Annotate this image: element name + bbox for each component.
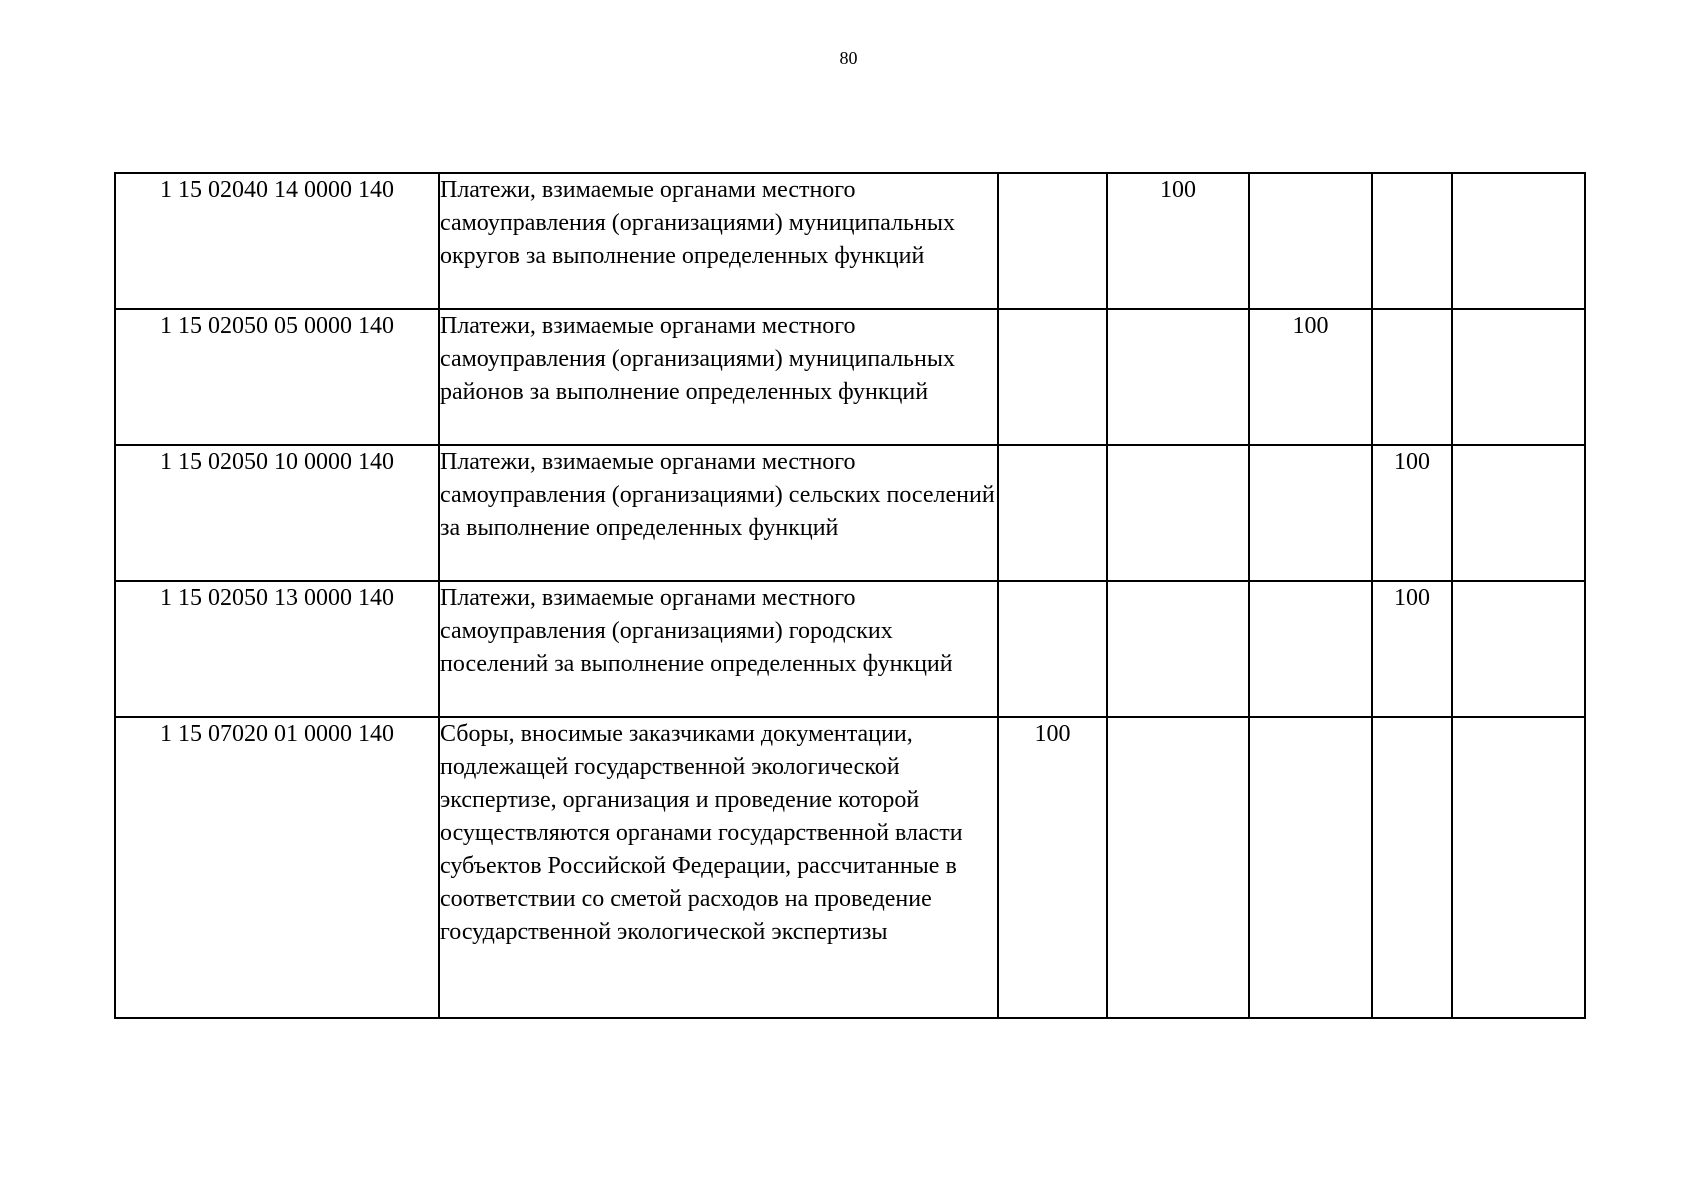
value-cell: [998, 581, 1107, 717]
value-cell: [1372, 309, 1452, 445]
revenue-distribution-table: [114, 172, 1586, 1019]
description-cell: Платежи, взимаемые органами местного самоуправления (организациями) городских поселений за выполнение определенных функций: [439, 581, 998, 717]
value-cell: [998, 445, 1107, 581]
description-cell: Платежи, взимаемые органами местного самоуправления (организациями) муниципальных районов за выполнение определенных функций: [439, 309, 998, 445]
value-cell: [1107, 717, 1249, 1018]
value-cell: [1249, 445, 1372, 581]
table-row: [115, 717, 1585, 1018]
value-cell: [998, 173, 1107, 309]
value-cell: [1249, 173, 1372, 309]
description-cell: Сборы, вносимые заказчиками документации, подлежащей государственной экологической экспертизе, организация и проведение которой осуществляются органами государственной власти субъектов Российской Федерации, рассчитанные в соответствии со сметой расходов на проведение государственной экологической экспертизы: [439, 717, 998, 1018]
value-cell: [1452, 717, 1585, 1018]
value-cell: [998, 309, 1107, 445]
value-cell: [1372, 717, 1452, 1018]
table-row: [115, 445, 1585, 581]
value-cell: [1107, 445, 1249, 581]
value-cell: [1372, 173, 1452, 309]
value-cell: [1452, 581, 1585, 717]
value-cell: [1249, 717, 1372, 1018]
description-cell: Платежи, взимаемые органами местного самоуправления (организациями) муниципальных округов за выполнение определенных функций: [439, 173, 998, 309]
table-row: [115, 309, 1585, 445]
description-cell: Платежи, взимаемые органами местного самоуправления (организациями) сельских поселений за выполнение определенных функций: [439, 445, 998, 581]
budget-code-cell: 1 15 07020 01 0000 140: [115, 717, 439, 1018]
budget-code-cell: 1 15 02050 05 0000 140: [115, 309, 439, 445]
value-cell: 100: [1372, 581, 1452, 717]
value-cell: 100: [1107, 173, 1249, 309]
value-cell: 100: [1249, 309, 1372, 445]
value-cell: [1452, 309, 1585, 445]
budget-code-cell: 1 15 02050 10 0000 140: [115, 445, 439, 581]
value-cell: [1107, 309, 1249, 445]
table-row: [115, 581, 1585, 717]
budget-code-cell: 1 15 02050 13 0000 140: [115, 581, 439, 717]
value-cell: [1452, 173, 1585, 309]
value-cell: [1452, 445, 1585, 581]
budget-code-cell: 1 15 02040 14 0000 140: [115, 173, 439, 309]
value-cell: 100: [998, 717, 1107, 1018]
value-cell: [1249, 581, 1372, 717]
value-cell: [1107, 581, 1249, 717]
value-cell: 100: [1372, 445, 1452, 581]
page-number: 80: [839, 48, 858, 68]
table-row: [115, 173, 1585, 309]
